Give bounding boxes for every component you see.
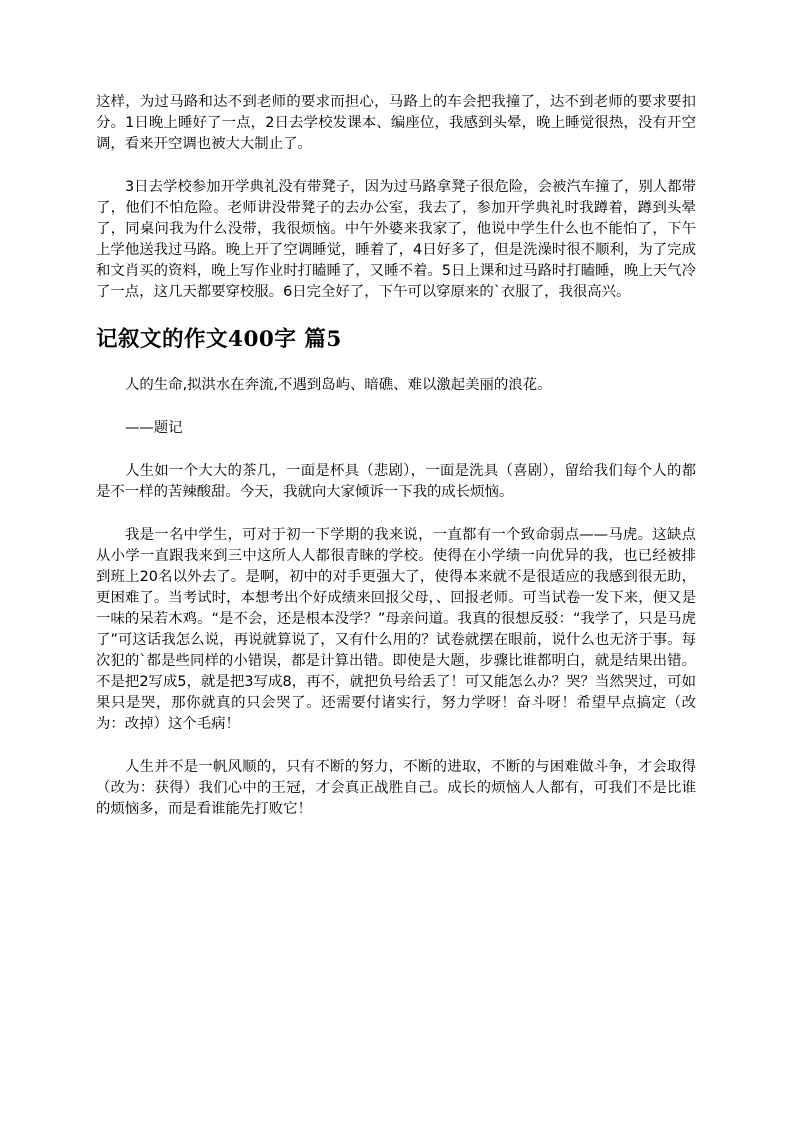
document-body — [96, 92, 696, 820]
paragraph-epigraph: 人的生命,拟洪水在奔流,不遇到岛屿、暗礁、难以激起美丽的浪花。 — [125, 377, 552, 393]
paragraph-epigraph-source: ——题记 — [125, 420, 183, 436]
paragraph-continued: 这样，为过马路和达不到老师的要求而担心，马路上的车会把我撞了，达不到老师的要求要扣分。1日晚上睡好了一点，2日去学校发课本、编座位，我感到头晕，晚上睡觉很热，没有开空调，看来开空调也被大大制止了。 — [96, 94, 696, 152]
section-heading: 记叙文的作文400字 篇5 — [96, 327, 342, 352]
paragraph-story: 我是一名中学生，可对于初一下学期的我来说，一直都有一个致命弱点——马虎。这缺点从小学一直跟我来到三中这所人人都很青睐的学校。使得在小学绩一向优异的我，也已经被排到班上20名以外去了。是啊，初中的对手更强大了，使得本来就不是很适应的我感到很无助，更困难了。当考试时，本想考出个好成绩来回报父母，、回报老师。可当试卷一发下来，便又是一味的呆若木鸡。“是不会，还是根本没学？”母亲问道。我真的很想反驳：“我学了，只是马虎了”可这话我怎么说，再说就算说了，又有什么用的？试卷就摆在眼前，说什么也无济于事。每次犯的`都是些同样的小错误，都是计算出错。即使是大题，步骤比谁都明白，就是结果出错。不是把2写成5，就是把3写成8，再不，就把负号给丢了！可又能怎么办？哭？当然哭过，可如果只是哭，那你就真的只会哭了。还需要付诸实行，努力学呀！奋斗呀！希望早点搞定（改为：改掉）这个毛病！ — [96, 527, 696, 732]
paragraph-intro: 人生如一个大大的茶几，一面是杯具（悲剧），一面是洗具（喜剧），留给我们每个人的都是不一样的苦辣酸甜。今天，我就向大家倾诉一下我的成长烦恼。 — [96, 463, 696, 500]
paragraph-day-three: 3日去学校参加开学典礼没有带凳子，因为过马路拿凳子很危险，会被汽车撞了，别人都带了，他们不怕危险。老师讲没带凳子的去办公室，我去了，参加开学典礼时我蹲着，蹲到头晕了，同桌问我为什么没带，我很烦恼。中午外婆来我家了，他说中学生什么也不能怕了，下午上学他送我过马路。晚上开了空调睡觉，睡着了，4日好多了，但是洗澡时很不顺利，为了完成和文肖买的资料，晚上写作业时打瞌睡了，又睡不着。5日上课和过马路时打瞌睡，晚上天气冷了一点，这几天都要穿校服。6日完全好了，下午可以穿原来的`衣服了，我很高兴。 — [96, 179, 696, 300]
paragraph-conclusion: 人生并不是一帆风顺的，只有不断的努力，不断的进取，不断的与困难做斗争，才会取得（改为：获得）我们心中的王冠，才会真正战胜自己。成长的烦恼人人都有，可我们不是比谁的烦恼多，而是看谁能先打败它！ — [96, 759, 696, 817]
